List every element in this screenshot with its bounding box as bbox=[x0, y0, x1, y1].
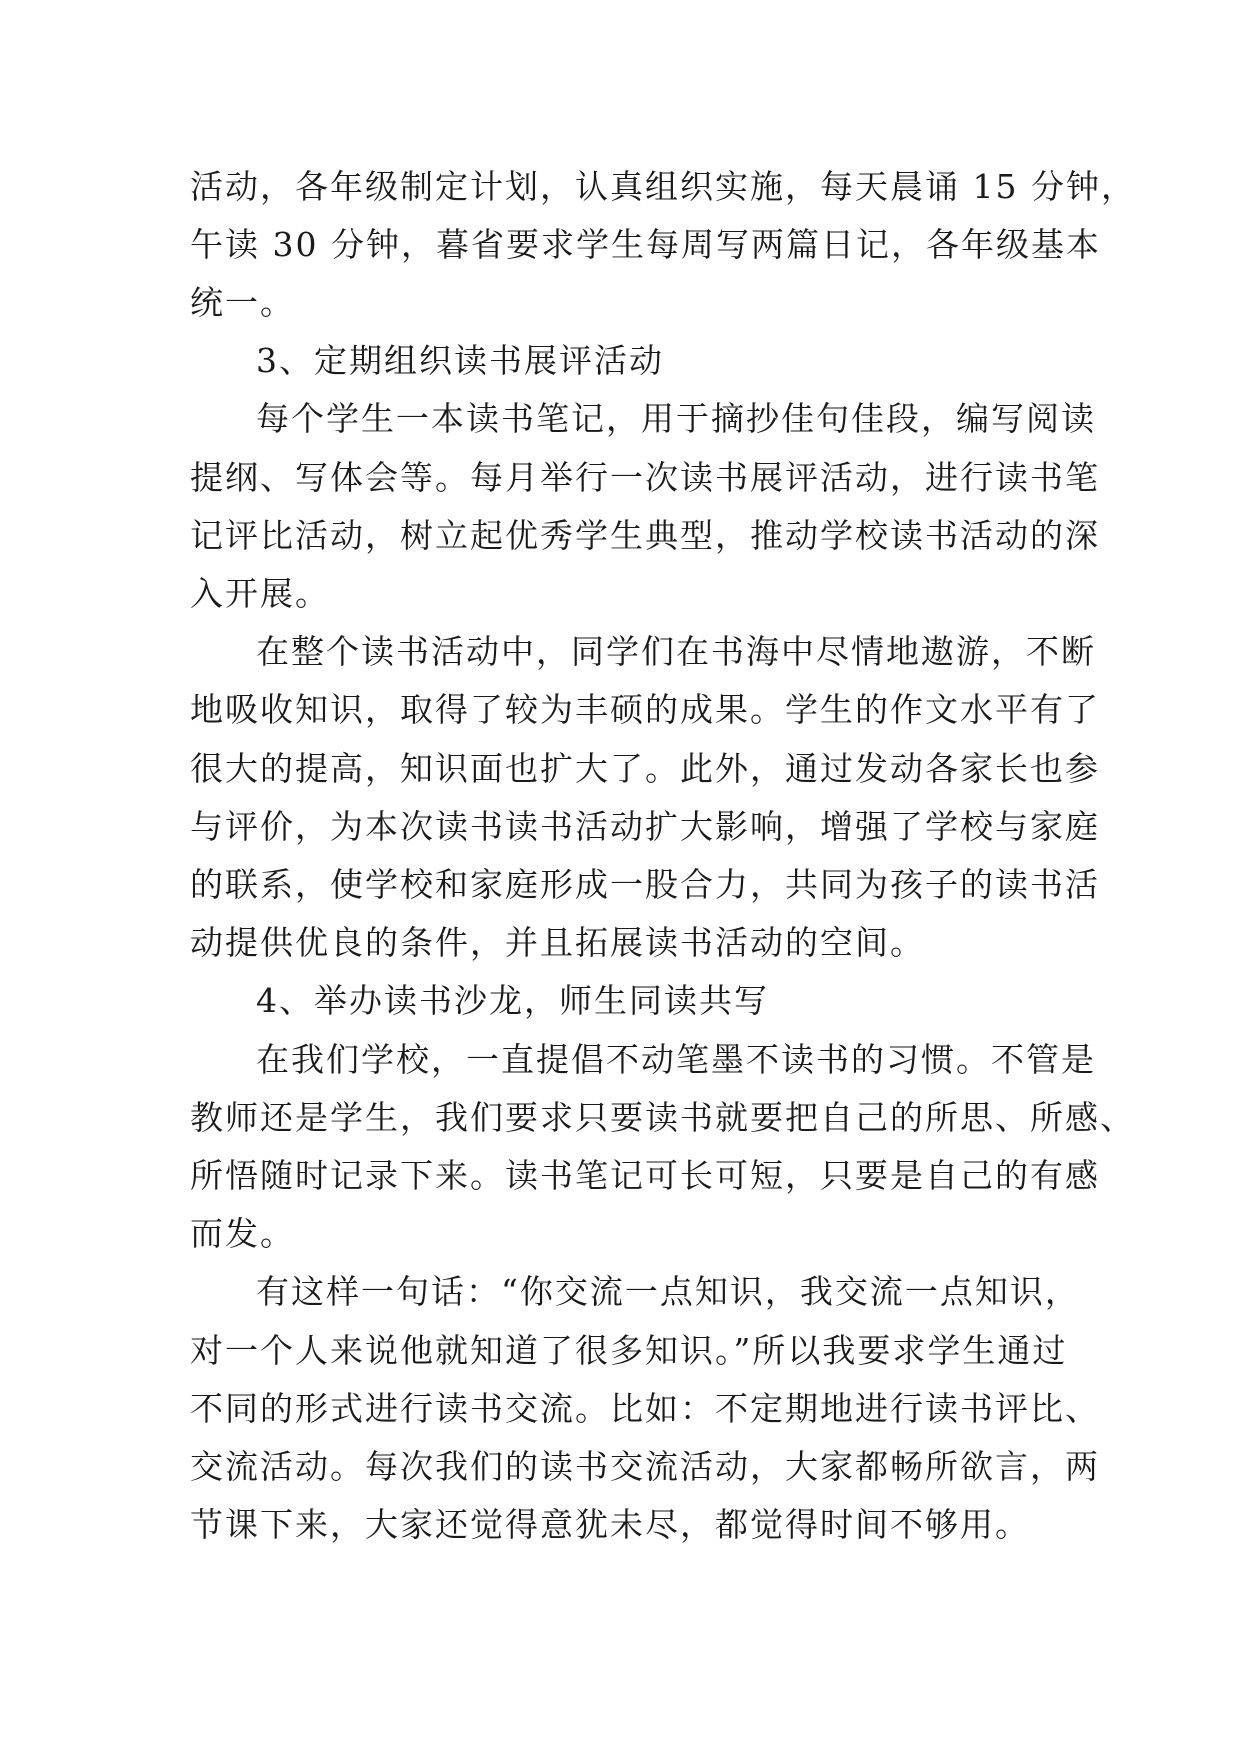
text-line: 教师还是学生，我们要求只要读书就要把自己的所思、所感、 bbox=[190, 1098, 1135, 1137]
text-line: 提纲、写体会等。每月举行一次读书展评活动，进行读书笔 bbox=[190, 458, 1100, 497]
text-line: 动提供优良的条件，并且拓展读书活动的空间。 bbox=[190, 923, 925, 962]
text-line: 地吸收知识，取得了较为丰硕的成果。学生的作文水平有了 bbox=[190, 690, 1100, 729]
text-line: 记评比活动，树立起优秀学生典型，推动学校读书活动的深 bbox=[190, 516, 1100, 555]
text-line: 每个学生一本读书笔记，用于摘抄佳句佳段，编写阅读 bbox=[256, 399, 1096, 438]
text-line: 统一。 bbox=[190, 283, 295, 322]
section-heading: 4、举办读书沙龙，师生同读共写 bbox=[256, 981, 769, 1020]
text-line: 在我们学校，一直提倡不动笔墨不读书的习惯。不管是 bbox=[256, 1040, 1096, 1079]
text-line: 对一个人来说他就知道了很多知识。”所以我要求学生通过 bbox=[190, 1331, 1068, 1370]
text-line: 节课下来，大家还觉得意犹未尽，都觉得时间不够用。 bbox=[190, 1505, 1030, 1544]
text-line: 在整个读书活动中，同学们在书海中尽情地遨游，不断 bbox=[256, 632, 1096, 671]
text-line: 的联系，使学校和家庭形成一股合力，共同为孩子的读书活 bbox=[190, 865, 1100, 904]
text-line: 很大的提高，知识面也扩大了。此外，通过发动各家长也参 bbox=[190, 749, 1100, 788]
text-line: 午读 30 分钟，暮省要求学生每周写两篇日记，各年级基本 bbox=[190, 225, 1101, 264]
text-line: 入开展。 bbox=[190, 574, 330, 613]
text-line: 交流活动。每次我们的读书交流活动，大家都畅所欲言，两 bbox=[190, 1447, 1100, 1486]
text-line: 与评价，为本次读书读书活动扩大影响，增强了学校与家庭 bbox=[190, 807, 1100, 846]
text-line: 活动，各年级制定计划，认真组织实施，每天晨诵 15 分钟， bbox=[190, 167, 1136, 206]
text-line: 有这样一句话：“你交流一点知识，我交流一点知识， bbox=[256, 1272, 1080, 1311]
text-line: 而发。 bbox=[190, 1214, 295, 1253]
text-line: 所悟随时记录下来。读书笔记可长可短，只要是自己的有感 bbox=[190, 1156, 1100, 1195]
text-line: 不同的形式进行读书交流。比如：不定期地进行读书评比、 bbox=[190, 1389, 1100, 1428]
section-heading: 3、定期组织读书展评活动 bbox=[256, 341, 664, 380]
